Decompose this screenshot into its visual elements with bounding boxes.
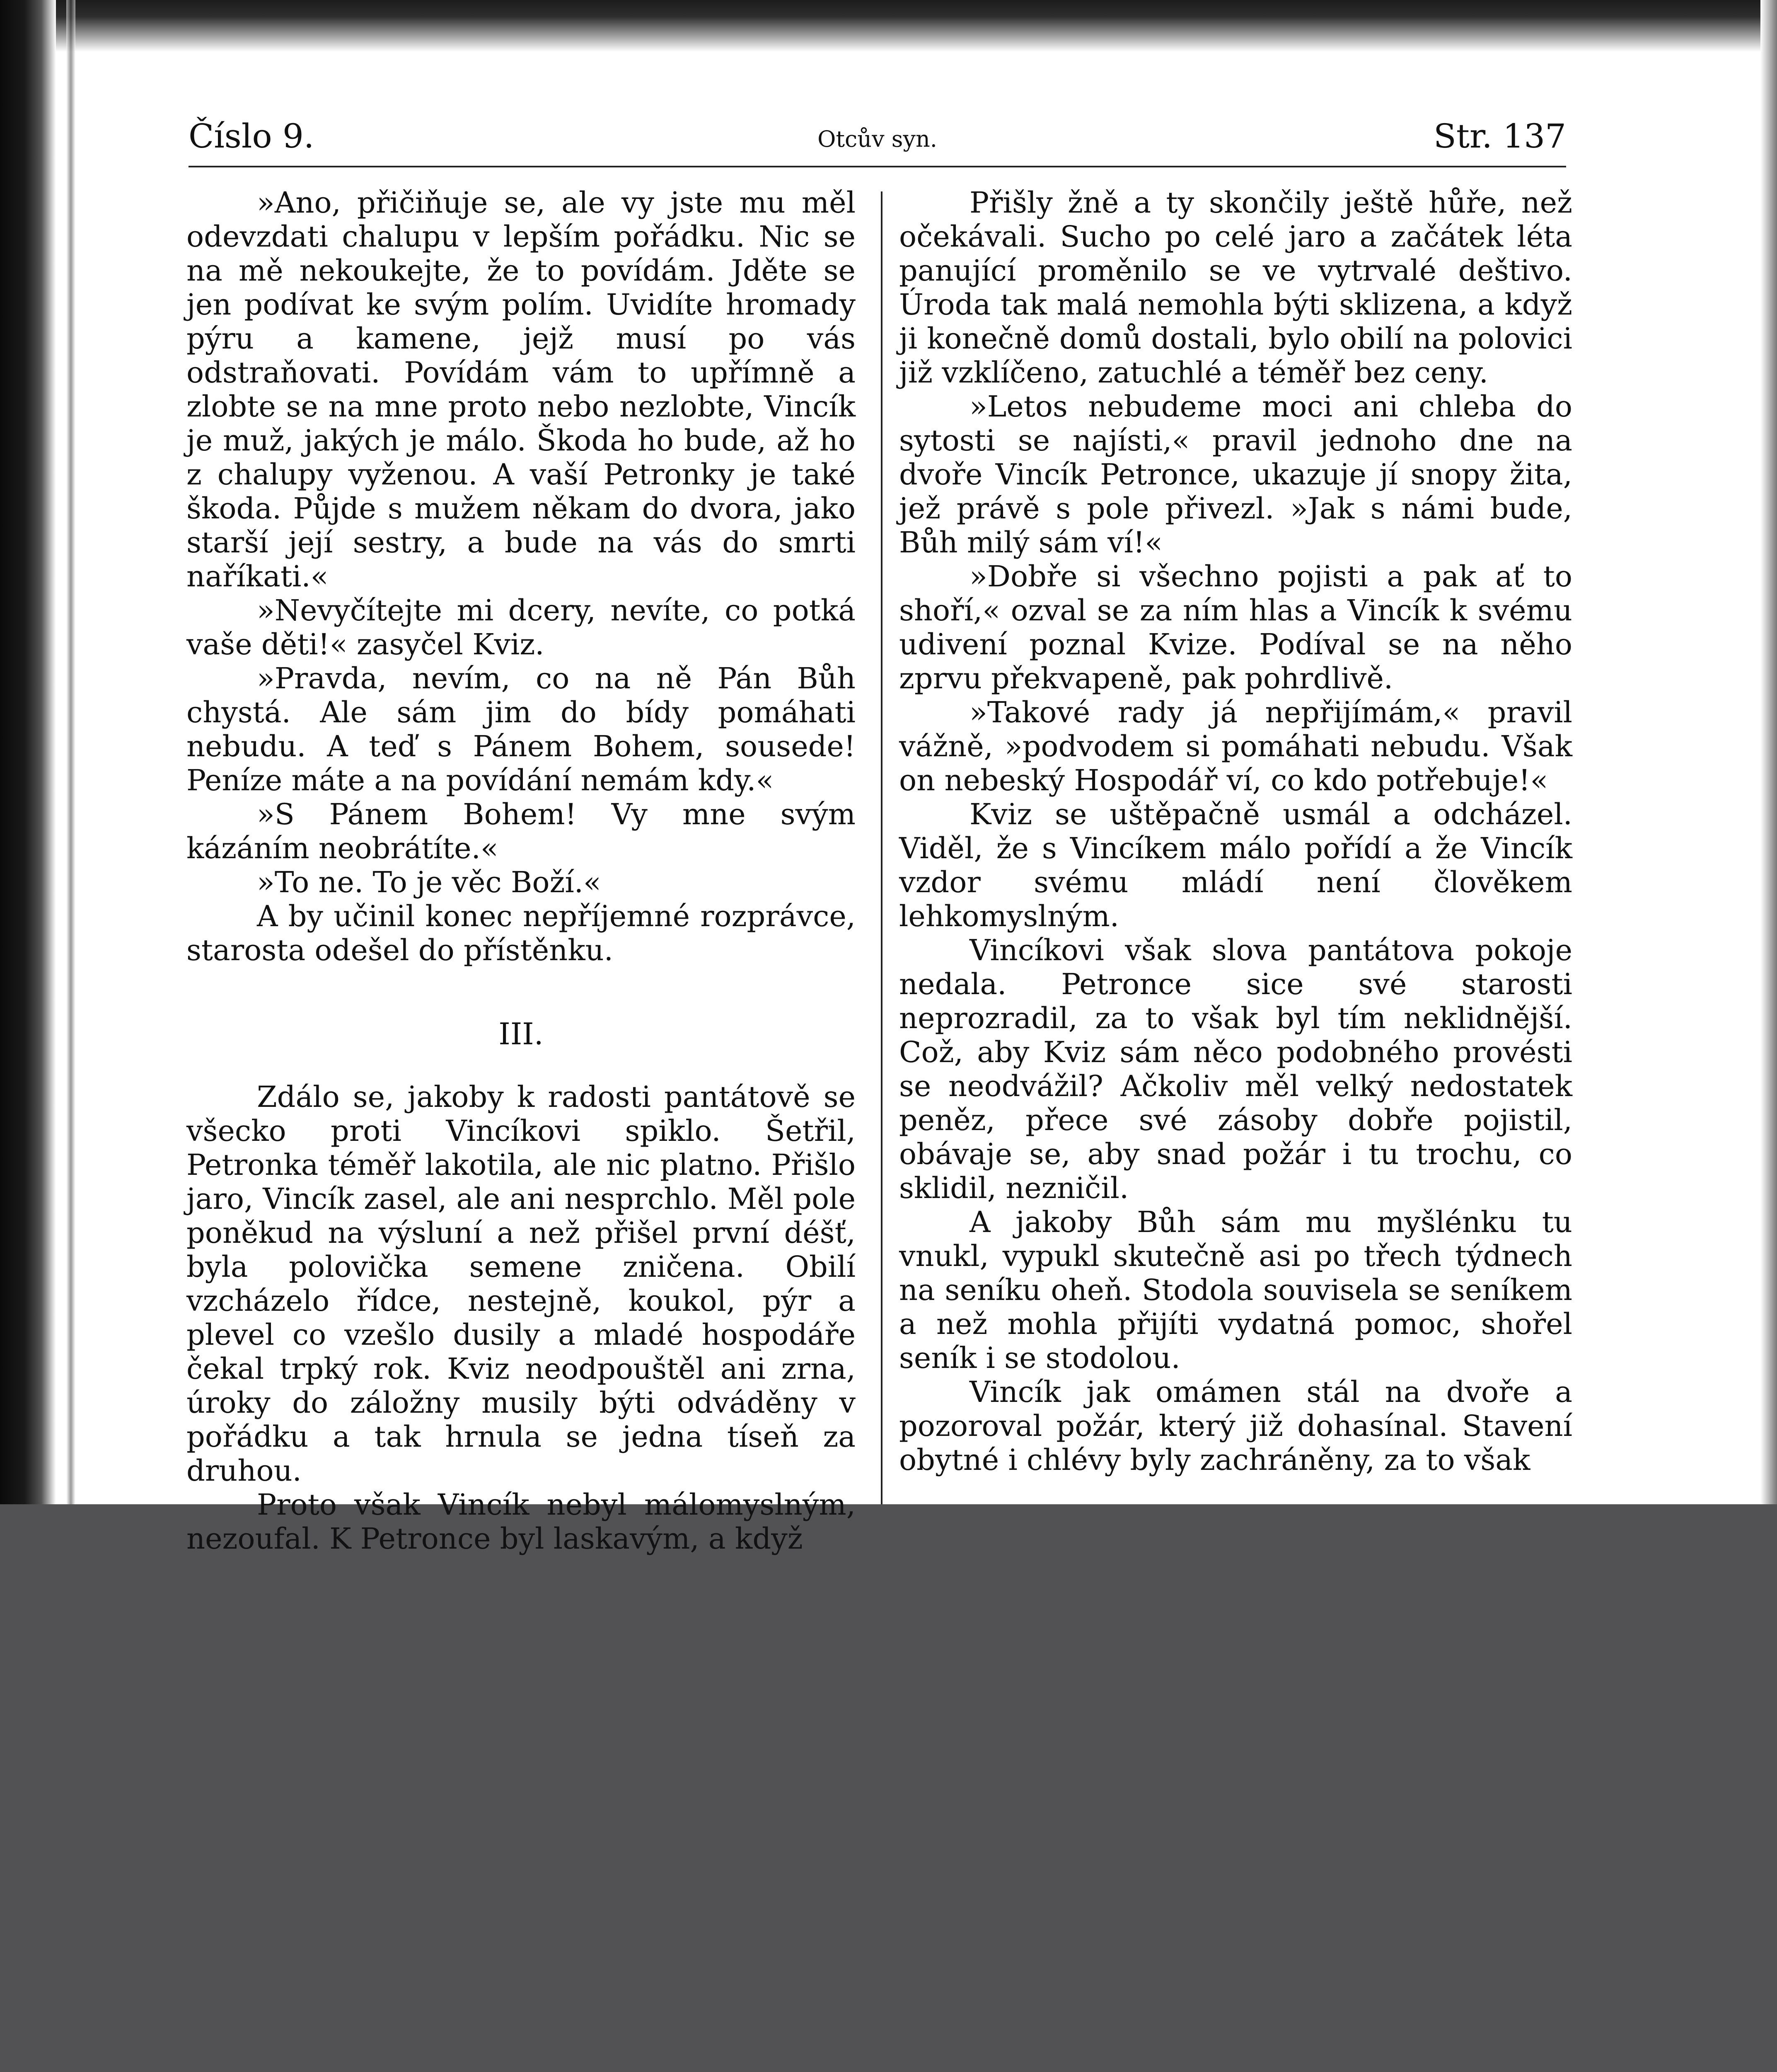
paragraph: »Nevyčítejte mi dcery, nevíte, co potká vaše děti!« zasyčel Kviz. [186, 593, 856, 661]
page-number: Str. 137 [1434, 117, 1566, 155]
left-column [186, 186, 856, 1556]
header-rule [189, 166, 1566, 167]
paragraph: A jakoby Bůh sám mu myšlénku tu vnukl, vypukl skutečně asi po třech týdnech na seníku oheň. Stodola souvisela se seníkem a než mohla přijíti vydatná pomoc, shořel seník i se stodolou. [899, 1205, 1572, 1375]
paragraph: Vincík jak omámen stál na dvoře a pozoroval požár, který již dohasínal. Stavení obytné i chlévy byly zachráněny, za to však [899, 1375, 1572, 1477]
paragraph: Proto však Vincík nebyl málomyslným, nezoufal. K Petronce byl laskavým, a když [186, 1488, 856, 1556]
paragraph: Kviz se uštěpačně usmál a odcházel. Viděl, že s Vincíkem málo pořídí a že Vincík vzdor svému mládí není člověkem lehkomyslným. [899, 797, 1572, 933]
paragraph: »Letos nebudeme moci ani chleba do sytosti se najísti,« pravil jednoho dne na dvoře Vincík Petronce, ukazuje jí snopy žita, jež právě s pole přivezl. »Jak s námi bude, Bůh milý sám ví!« [899, 390, 1572, 559]
paragraph: »Pravda, nevím, co na ně Pán Bůh chystá. Ale sám jim do bídy pomáhati nebudu. A teď s Pánem Bohem, sousede! Peníze máte a na povídání nemám kdy.« [186, 661, 856, 797]
book-binding-edge [0, 0, 56, 1504]
paragraph: »To ne. To je věc Boží.« [257, 865, 601, 899]
scan-top-shadow [0, 0, 1777, 52]
paragraph: Vincíkovi však slova pantátova pokoje nedala. Petronce sice své starosti neprozradil, za to však byl tím neklidnější. Což, aby Kviz sám něco podobného provésti se neodvážil? Ačkoliv měl velký nedostatek peněz, přece své zásoby dobře pojistil, obávaje se, aby snad požár i tu trochu, co sklidil, nezničil. [899, 933, 1572, 1205]
paragraph: Přišly žně a ty skončily ještě hůře, než očekávali. Sucho po celé jaro a začátek léta panující proměnilo se ve vytrvalé deštivo. Úroda tak malá nemohla býti sklizena, a když ji konečně domů dostali, bylo obilí na polovici již vzklíčeno, zatuchlé a téměř bez ceny. [899, 186, 1572, 390]
paragraph: Zdálo se, jakoby k radosti pantátově se všecko proti Vincíkovi spiklo. Šetřil, Petronka téměř lakotila, ale nic platno. Přišlo jaro, Vincík zasel, ale ani nesprchlo. Měl pole poněkud na výsluní a než přišel první déšť, byla polovička semene zničena. Obilí vzcházelo řídce, nestejně, koukol, pýr a plevel co vzešlo dusily a mladé hospodáře čekal trpký rok. Kviz neodpouštěl ani zrna, úroky do záložny musily býti odváděny v pořádku a tak hrnula se jedna tíseň za druhou. [186, 1080, 856, 1488]
section-heading: III. [498, 1017, 544, 1051]
issue-number: Číslo 9. [189, 117, 314, 155]
paragraph: »Takové rady já nepřijímám,« pravil vážně, »podvodem si pomáhati nebudu. Však on nebeský Hospodář ví, co kdo potřebuje!« [899, 695, 1572, 797]
right-column [899, 186, 1572, 1477]
running-header [189, 117, 1566, 167]
paragraph: »S Pánem Bohem! Vy mne svým kázáním neobrátíte.« [186, 797, 856, 865]
paragraph: A by učinil konec nepříjemné rozprávce, starosta odešel do přístěnku. [186, 899, 856, 967]
binding-fold [66, 0, 75, 1504]
paragraph: »Dobře si všechno pojisti a pak ať to shoří,« ozval se za ním hlas a Vincík k svému udivení poznal Kvize. Podíval se na něho zprvu překvapeně, pak pohrdlivě. [899, 559, 1572, 695]
running-title: Otcův syn. [817, 126, 937, 152]
paragraph: »Ano, přičiňuje se, ale vy jste mu měl odevzdati chalupu v lepším pořádku. Nic se na mě nekoukejte, že to povídám. Jděte se jen podívat ke svým polím. Uvidíte hromady pýru a kamene, jejž musí po vás odstraňovati. Povídám vám to upřímně a zlobte se na mne proto nebo nezlobte, Vincík je muž, jakých je málo. Škoda ho bude, až ho z chalupy vyženou. A vaší Petronky je také škoda. Půjde s mužem někam do dvora, jako starší její sestry, a bude na vás do smrti naříkati.« [186, 186, 856, 593]
column-divider [881, 191, 882, 1504]
page-right-edge [1760, 0, 1777, 1504]
